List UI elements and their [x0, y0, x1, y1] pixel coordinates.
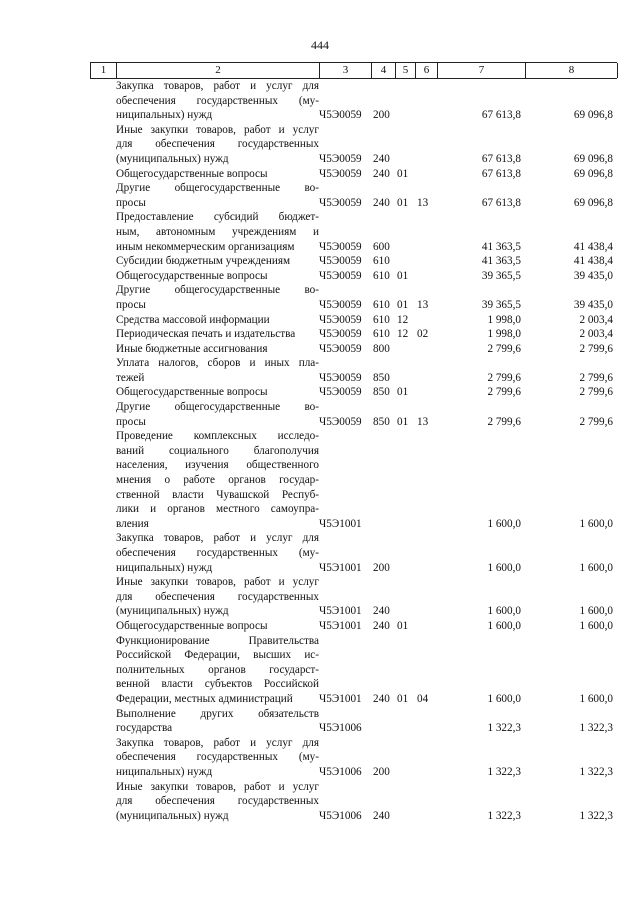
cell-vr: 610	[373, 269, 390, 282]
cell-rz: 12	[397, 313, 409, 326]
cell-value-2: 2 799,6	[579, 415, 613, 428]
cell-vr: 200	[373, 765, 390, 778]
cell-name	[116, 342, 319, 357]
name-line: просы	[116, 196, 146, 209]
name-line: ным, автономным учреждениям и	[116, 225, 319, 238]
table-row	[90, 342, 617, 357]
table-row	[90, 254, 617, 269]
cell-name	[116, 313, 319, 328]
cell-vr: 240	[373, 619, 390, 632]
name-line: венной власти субъектов Российской	[116, 678, 319, 691]
name-line: Выполнение других обязательств	[116, 707, 319, 720]
cell-code: Ч5Э0059	[319, 298, 362, 311]
table-row	[90, 531, 617, 575]
cell-code: Ч5Э0059	[319, 109, 362, 122]
name-line: Иные закупки товаров, работ и услуг	[116, 123, 319, 136]
cell-code: Ч5Э0059	[319, 152, 362, 165]
name-line: лики и органов местного самоупра-	[116, 503, 319, 516]
cell-value-1: 1 998,0	[487, 328, 521, 341]
name-line: обеспечения государственных (му-	[116, 751, 319, 764]
cell-code: Ч5Э0059	[319, 313, 362, 326]
table-row	[90, 327, 617, 342]
cell-name	[116, 429, 319, 531]
name-line: Закупка товаров, работ и услуг для	[116, 532, 319, 545]
cell-value-2: 69 096,8	[573, 109, 613, 122]
table-row	[90, 167, 617, 182]
name-line: Другие общегосударственные во-	[116, 284, 319, 297]
cell-value-1: 1 322,3	[487, 765, 521, 778]
page-number: 444	[311, 38, 329, 52]
name-line: тежей	[116, 371, 145, 384]
name-line: ваний социального благополучия	[116, 444, 319, 457]
cell-code: Ч5Э1001	[319, 561, 362, 574]
cell-value-2: 69 096,8	[573, 167, 613, 180]
cell-code: Ч5Э1001	[319, 605, 362, 618]
name-line: Периодическая печать и издательства	[116, 328, 296, 341]
table-row	[90, 283, 617, 312]
name-line: (муниципальных) нужд	[116, 809, 229, 822]
cell-name	[116, 269, 319, 284]
cell-value-1: 41 363,5	[481, 240, 521, 253]
header-col-5: 5	[396, 63, 416, 78]
cell-name	[116, 575, 319, 619]
cell-name	[116, 634, 319, 707]
name-line: Закупка товаров, работ и услуг для	[116, 736, 319, 749]
cell-value-1: 2 799,6	[487, 371, 521, 384]
cell-value-1: 1 600,0	[487, 561, 521, 574]
cell-vr: 610	[373, 255, 390, 268]
table-row	[90, 429, 617, 531]
cell-value-1: 1 600,0	[487, 605, 521, 618]
name-line: иным некоммерческим организациям	[116, 240, 295, 253]
cell-code: Ч5Э1001	[319, 619, 362, 632]
cell-code: Ч5Э1001	[319, 692, 362, 705]
cell-name	[116, 736, 319, 780]
cell-vr: 610	[373, 328, 390, 341]
cell-value-2: 1 322,3	[579, 722, 613, 735]
cell-vr: 200	[373, 109, 390, 122]
name-line: Иные закупки товаров, работ и услуг	[116, 780, 319, 793]
name-line: обеспечения государственных (му-	[116, 94, 319, 107]
name-line: Закупка товаров, работ и услуг для	[116, 80, 319, 92]
table-row	[90, 780, 617, 824]
table-row	[90, 385, 617, 400]
cell-name	[116, 531, 319, 575]
table-row	[90, 269, 617, 284]
header-col-4: 4	[372, 63, 396, 78]
cell-value-2: 2 799,6	[579, 386, 613, 399]
cell-rz: 01	[397, 196, 409, 209]
cell-pr: 02	[417, 328, 429, 341]
name-line: (муниципальных) нужд	[116, 605, 229, 618]
cell-code: Ч5Э0059	[319, 240, 362, 253]
header-col-3: 3	[320, 63, 372, 78]
cell-name	[116, 181, 319, 210]
cell-code: Ч5Э0059	[319, 269, 362, 282]
name-line: ственной власти Чувашской Респуб-	[116, 488, 319, 501]
name-line: для обеспечения государственных	[116, 590, 319, 603]
name-line: Федерации, местных администраций	[116, 692, 293, 705]
cell-value-2: 2 003,4	[579, 313, 613, 326]
cell-rz: 01	[397, 415, 409, 428]
name-line: Российской Федерации, высших ис-	[116, 649, 319, 662]
name-line: Средства массовой информации	[116, 313, 270, 326]
table-row	[90, 356, 617, 385]
cell-name	[116, 79, 319, 123]
name-line: ниципальных) нужд	[116, 561, 213, 574]
table-row	[90, 181, 617, 210]
cell-code: Ч5Э0059	[319, 167, 362, 180]
cell-value-2: 2 799,6	[579, 342, 613, 355]
name-line: Уплата налогов, сборов и иных пла-	[116, 357, 319, 370]
cell-name	[116, 356, 319, 385]
table-row	[90, 210, 617, 254]
cell-value-2: 41 438,4	[573, 240, 613, 253]
cell-rz: 01	[397, 619, 409, 632]
cell-value-1: 39 365,5	[481, 269, 521, 282]
cell-value-1: 1 600,0	[487, 619, 521, 632]
name-line: для обеспечения государственных	[116, 138, 319, 151]
cell-value-1: 1 322,3	[487, 722, 521, 735]
name-line: Предоставление субсидий бюджет-	[116, 211, 319, 224]
name-line: Другие общегосударственные во-	[116, 401, 319, 414]
name-line: Общегосударственные вопросы	[116, 386, 268, 399]
cell-value-1: 41 363,5	[481, 255, 521, 268]
cell-name	[116, 123, 319, 167]
cell-pr: 13	[417, 298, 429, 311]
cell-code: Ч5Э1001	[319, 517, 362, 530]
table-row	[90, 634, 617, 707]
cell-name	[116, 707, 319, 736]
budget-table	[90, 62, 617, 823]
cell-name	[116, 780, 319, 824]
cell-vr: 850	[373, 415, 390, 428]
cell-value-2: 2 799,6	[579, 371, 613, 384]
cell-code: Ч5Э0059	[319, 342, 362, 355]
name-line: Иные бюджетные ассигнования	[116, 342, 268, 355]
cell-name	[116, 327, 319, 342]
name-line: (муниципальных) нужд	[116, 152, 229, 165]
cell-vr: 850	[373, 371, 390, 384]
cell-vr: 610	[373, 298, 390, 311]
cell-vr: 600	[373, 240, 390, 253]
name-line: Иные закупки товаров, работ и услуг	[116, 576, 319, 589]
cell-value-1: 1 600,0	[487, 692, 521, 705]
name-line: для обеспечения государственных	[116, 795, 319, 808]
cell-name	[116, 283, 319, 312]
name-line: вления	[116, 517, 149, 530]
cell-rz: 12	[397, 328, 409, 341]
cell-value-2: 1 600,0	[579, 561, 613, 574]
name-line: Общегосударственные вопросы	[116, 167, 268, 180]
name-line: Другие общегосударственные во-	[116, 182, 319, 195]
cell-name	[116, 210, 319, 254]
table-row	[90, 123, 617, 167]
name-line: просы	[116, 298, 146, 311]
cell-value-2: 69 096,8	[573, 196, 613, 209]
cell-vr: 240	[373, 692, 390, 705]
cell-vr: 240	[373, 809, 390, 822]
name-line: полнительных органов государст-	[116, 663, 319, 676]
cell-value-2: 41 438,4	[573, 255, 613, 268]
cell-rz: 01	[397, 386, 409, 399]
cell-value-2: 69 096,8	[573, 152, 613, 165]
cell-value-2: 39 435,0	[573, 269, 613, 282]
name-line: государства	[116, 722, 173, 735]
table-row	[90, 313, 617, 328]
cell-vr: 240	[373, 152, 390, 165]
cell-value-1: 1 600,0	[487, 517, 521, 530]
name-line: Общегосударственные вопросы	[116, 269, 268, 282]
cell-code: Ч5Э0059	[319, 386, 362, 399]
cell-vr: 610	[373, 313, 390, 326]
cell-pr: 13	[417, 196, 429, 209]
name-line: ниципальных) нужд	[116, 765, 213, 778]
cell-code: Ч5Э0059	[319, 196, 362, 209]
table-row	[90, 619, 617, 634]
table-row	[90, 707, 617, 736]
cell-vr: 240	[373, 167, 390, 180]
cell-code: Ч5Э0059	[319, 328, 362, 341]
table-body	[90, 79, 617, 823]
cell-pr: 04	[417, 692, 429, 705]
cell-pr: 13	[417, 415, 429, 428]
cell-value-1: 2 799,6	[487, 386, 521, 399]
cell-code: Ч5Э1006	[319, 765, 362, 778]
table-row	[90, 79, 617, 123]
cell-name	[116, 254, 319, 269]
cell-vr: 850	[373, 386, 390, 399]
cell-value-2: 39 435,0	[573, 298, 613, 311]
cell-value-1: 39 365,5	[481, 298, 521, 311]
cell-name	[116, 167, 319, 182]
header-col-7: 7	[438, 63, 526, 78]
name-line: Функционирование Правительства	[116, 634, 319, 647]
cell-value-1: 67 613,8	[481, 152, 521, 165]
cell-name	[116, 619, 319, 634]
name-line: обеспечения государственных (му-	[116, 547, 319, 559]
name-line: мнения о работе органов государ-	[116, 474, 319, 487]
table-row	[90, 400, 617, 429]
cell-value-2: 1 600,0	[579, 517, 613, 530]
cell-value-2: 1 600,0	[579, 692, 613, 705]
name-line: ниципальных) нужд	[116, 109, 213, 122]
cell-value-1: 2 799,6	[487, 415, 521, 428]
name-line: Общегосударственные вопросы	[116, 619, 268, 632]
name-line: просы	[116, 415, 146, 428]
cell-value-1: 1 998,0	[487, 313, 521, 326]
table-header	[90, 62, 617, 79]
cell-value-2: 1 322,3	[579, 765, 613, 778]
name-line: населения, изучения общественного	[116, 459, 319, 472]
cell-code: Ч5Э1006	[319, 809, 362, 822]
cell-rz: 01	[397, 269, 409, 282]
cell-code: Ч5Э0059	[319, 415, 362, 428]
cell-rz: 01	[397, 692, 409, 705]
header-col-8: 8	[526, 63, 618, 78]
header-col-6: 6	[416, 63, 438, 78]
cell-name	[116, 400, 319, 429]
cell-vr: 200	[373, 561, 390, 574]
cell-name	[116, 385, 319, 400]
cell-vr: 240	[373, 196, 390, 209]
cell-code: Ч5Э0059	[319, 371, 362, 384]
cell-value-1: 67 613,8	[481, 167, 521, 180]
cell-value-1: 67 613,8	[481, 196, 521, 209]
cell-rz: 01	[397, 298, 409, 311]
header-col-1: 1	[91, 63, 117, 78]
cell-value-2: 1 600,0	[579, 619, 613, 632]
table-row	[90, 575, 617, 619]
cell-vr: 800	[373, 342, 390, 355]
cell-vr: 240	[373, 605, 390, 618]
cell-value-2: 2 003,4	[579, 328, 613, 341]
cell-value-2: 1 600,0	[579, 605, 613, 618]
cell-rz: 01	[397, 167, 409, 180]
header-col-2: 2	[117, 63, 320, 78]
cell-value-1: 2 799,6	[487, 342, 521, 355]
cell-code: Ч5Э0059	[319, 255, 362, 268]
cell-code: Ч5Э1006	[319, 722, 362, 735]
cell-value-1: 67 613,8	[481, 109, 521, 122]
table-row	[90, 736, 617, 780]
name-line: Проведение комплексных исследо-	[116, 430, 319, 443]
cell-value-1: 1 322,3	[487, 809, 521, 822]
name-line: Субсидии бюджетным учреждениям	[116, 255, 291, 268]
cell-value-2: 1 322,3	[579, 809, 613, 822]
